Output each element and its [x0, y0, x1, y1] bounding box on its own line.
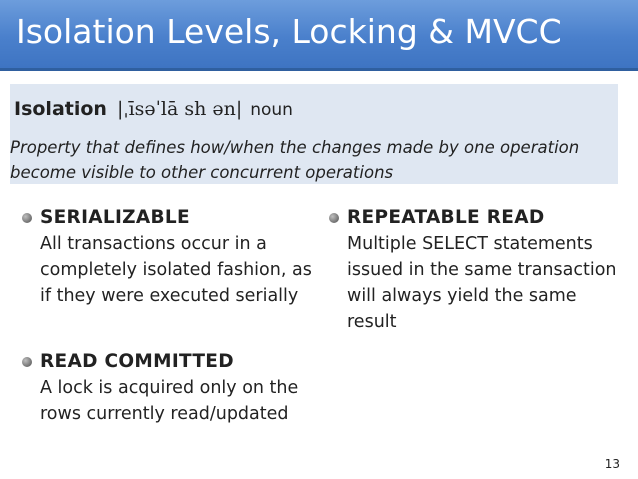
- page-number: 13: [604, 457, 620, 471]
- definition-header: [14, 98, 293, 120]
- bullet-dot-icon: [22, 357, 32, 367]
- bullet-repeatable-read: [347, 205, 627, 335]
- bullet-heading: REPEATABLE READ: [347, 207, 545, 228]
- slide-title: Isolation Levels, Locking & MVCC: [16, 12, 562, 51]
- definition-text: Property that defines how/when the changes made by one operation become visible to other concurrent operations: [10, 138, 580, 182]
- bullet-heading: SERIALIZABLE: [40, 207, 190, 228]
- definition-pronunciation: |ˌīsəˈlā sh ən|: [116, 98, 243, 120]
- bullet-read-committed: [40, 349, 320, 427]
- bullet-dot-icon: [22, 213, 32, 223]
- bullet-heading: READ COMMITTED: [40, 351, 234, 372]
- bullet-body: A lock is acquired only on the rows currently read/updated: [40, 378, 299, 424]
- bullet-body: Multiple SELECT statements issued in the same transaction will always yield the same result: [347, 234, 617, 332]
- definition-term: Isolation: [14, 98, 107, 120]
- bullet-serializable: [40, 205, 320, 309]
- bullet-dot-icon: [329, 213, 339, 223]
- definition-part-of-speech: noun: [250, 100, 293, 120]
- bullet-body: All transactions occur in a completely isolated fashion, as if they were executed serially: [40, 234, 312, 306]
- title-bar: [0, 0, 638, 71]
